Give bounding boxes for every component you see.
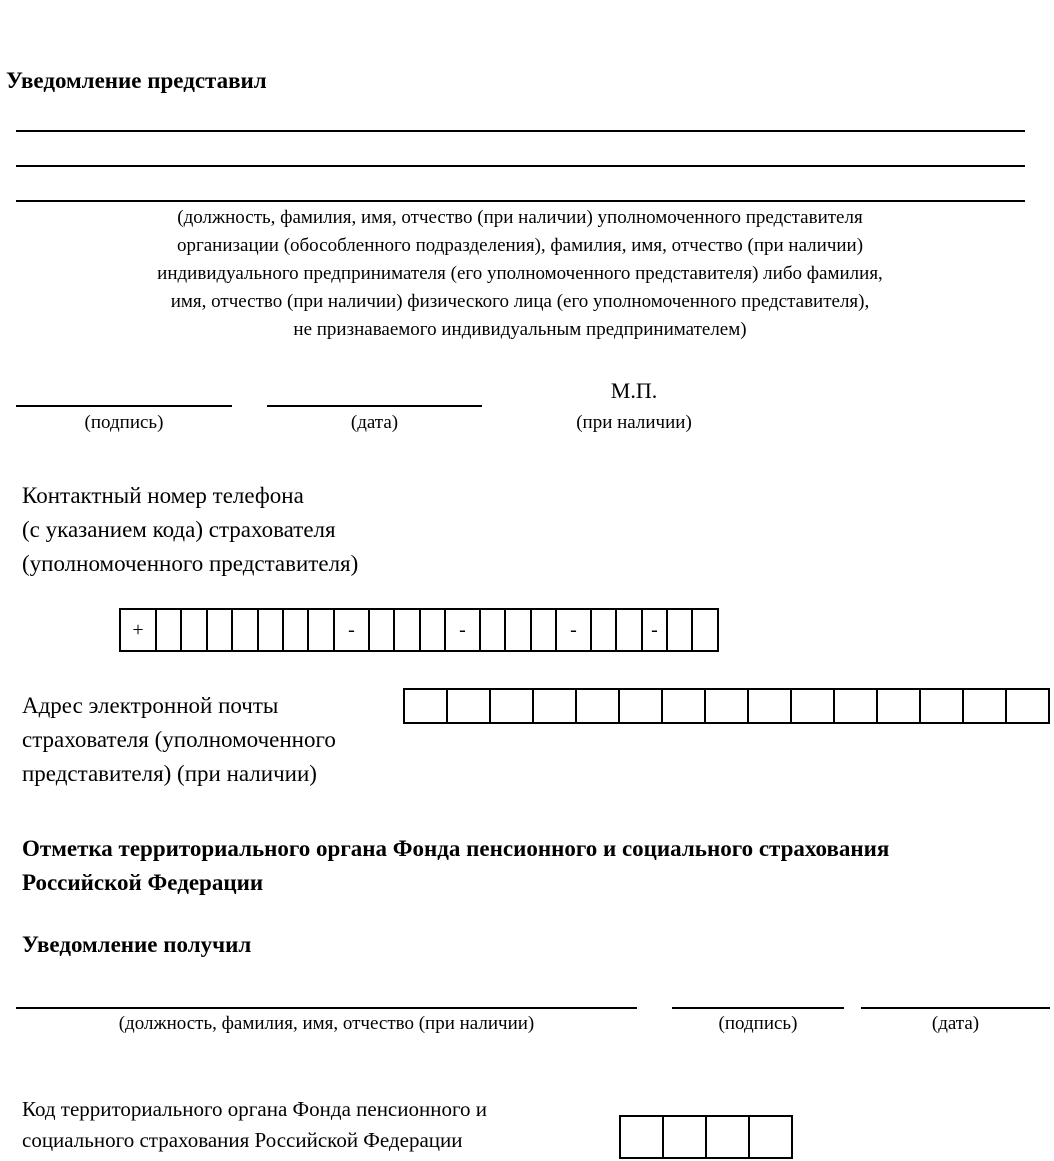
representative-caption bbox=[20, 204, 1020, 344]
phone-digit-cell[interactable] bbox=[617, 608, 643, 652]
fund-code-label-line: Код территориального органа Фонда пенсионного и bbox=[22, 1097, 488, 1121]
email-label-line: Адрес электронной почты bbox=[22, 693, 279, 718]
signature-line[interactable] bbox=[16, 405, 232, 407]
phone-digit-cell[interactable] bbox=[506, 608, 532, 652]
receiver-signature-label: (подпись) bbox=[718, 1013, 798, 1034]
email-char-cell[interactable] bbox=[792, 688, 835, 724]
phone-digit-cell[interactable] bbox=[233, 608, 259, 652]
phone-number-field[interactable] bbox=[119, 608, 719, 652]
fund-mark-title bbox=[22, 832, 889, 900]
caption-line: имя, отчество (при наличии) физического лица (его уполномоченного представителя), bbox=[170, 291, 870, 312]
email-char-cell[interactable] bbox=[448, 688, 491, 724]
fund-code-label-line: социального страхования Российской Федерации bbox=[22, 1128, 463, 1152]
phone-digit-cell[interactable] bbox=[395, 608, 421, 652]
phone-digit-cell[interactable] bbox=[259, 608, 284, 652]
fund-code-field[interactable] bbox=[619, 1115, 793, 1159]
phone-digit-cell[interactable] bbox=[309, 608, 335, 652]
receiver-signature-line[interactable] bbox=[672, 1007, 844, 1009]
phone-digit-cell[interactable] bbox=[592, 608, 617, 652]
seal-note: (при наличии) bbox=[576, 412, 692, 433]
receiver-date-label: (дата) bbox=[931, 1013, 980, 1034]
fund-code-label bbox=[22, 1094, 487, 1156]
email-char-cell[interactable] bbox=[706, 688, 749, 724]
phone-digit-cell[interactable] bbox=[668, 608, 693, 652]
email-label-line: представителя) (при наличии) bbox=[22, 761, 317, 786]
phone-label bbox=[22, 479, 358, 581]
phone-digit-cell[interactable] bbox=[370, 608, 395, 652]
caption-line: организации (обособленного подразделения), фамилия, имя, отчество (при наличии) bbox=[176, 235, 864, 256]
phone-digit-cell[interactable] bbox=[421, 608, 446, 652]
fund-mark-title-line: Российской Федерации bbox=[22, 870, 264, 895]
phone-digit-cell[interactable]: + bbox=[121, 608, 157, 652]
fund-code-digit-cell[interactable] bbox=[621, 1115, 664, 1159]
phone-label-line: Контактный номер телефона bbox=[22, 483, 304, 508]
email-label-line: страхователя (уполномоченного bbox=[22, 727, 336, 752]
email-char-cell[interactable] bbox=[405, 688, 448, 724]
phone-digit-cell[interactable]: - bbox=[446, 608, 481, 652]
date-label: (дата) bbox=[350, 412, 399, 433]
email-label bbox=[22, 689, 336, 791]
representative-line-3 bbox=[16, 200, 1025, 202]
receiver-date-line[interactable] bbox=[861, 1007, 1050, 1009]
email-char-cell[interactable] bbox=[534, 688, 577, 724]
email-char-cell[interactable] bbox=[663, 688, 706, 724]
email-char-cell[interactable] bbox=[878, 688, 921, 724]
representative-line-1 bbox=[16, 130, 1025, 132]
email-char-cell[interactable] bbox=[1007, 688, 1050, 724]
email-char-cell[interactable] bbox=[491, 688, 534, 724]
seal-label: М.П. bbox=[610, 378, 658, 403]
phone-digit-cell[interactable] bbox=[182, 608, 208, 652]
phone-digit-cell[interactable]: - bbox=[643, 608, 668, 652]
date-line[interactable] bbox=[267, 405, 482, 407]
phone-digit-cell[interactable] bbox=[284, 608, 309, 652]
phone-digit-cell[interactable] bbox=[157, 608, 182, 652]
caption-line: не признаваемого индивидуальным предпринимателем) bbox=[293, 319, 747, 340]
email-char-cell[interactable] bbox=[620, 688, 663, 724]
email-char-cell[interactable] bbox=[749, 688, 792, 724]
email-char-cell[interactable] bbox=[964, 688, 1007, 724]
fund-code-digit-cell[interactable] bbox=[750, 1115, 793, 1159]
fund-mark-title-line: Отметка территориального органа Фонда пенсионного и социального страхования bbox=[22, 836, 890, 861]
fund-code-digit-cell[interactable] bbox=[664, 1115, 707, 1159]
phone-digit-cell[interactable]: - bbox=[557, 608, 592, 652]
phone-digit-cell[interactable] bbox=[693, 608, 719, 652]
email-char-cell[interactable] bbox=[921, 688, 964, 724]
representative-line-2 bbox=[16, 165, 1025, 167]
caption-line: (должность, фамилия, имя, отчество (при наличии) уполномоченного представителя bbox=[177, 207, 863, 228]
phone-label-line: (уполномоченного представителя) bbox=[22, 551, 359, 576]
signature-label: (подпись) bbox=[84, 412, 164, 433]
section-title-submitted: Уведомление представил bbox=[6, 68, 267, 93]
phone-digit-cell[interactable] bbox=[532, 608, 557, 652]
phone-digit-cell[interactable] bbox=[481, 608, 506, 652]
email-char-cell[interactable] bbox=[835, 688, 878, 724]
section-title-received: Уведомление получил bbox=[22, 932, 252, 957]
phone-digit-cell[interactable]: - bbox=[335, 608, 370, 652]
email-char-cell[interactable] bbox=[577, 688, 620, 724]
fund-code-digit-cell[interactable] bbox=[707, 1115, 750, 1159]
receiver-position-line[interactable] bbox=[16, 1007, 637, 1009]
email-field[interactable] bbox=[403, 688, 1050, 724]
receiver-position-label: (должность, фамилия, имя, отчество (при наличии) bbox=[118, 1013, 535, 1034]
phone-label-line: (с указанием кода) страхователя bbox=[22, 517, 336, 542]
caption-line: индивидуального предпринимателя (его уполномоченного представителя) либо фамилия, bbox=[157, 263, 883, 284]
phone-digit-cell[interactable] bbox=[208, 608, 233, 652]
